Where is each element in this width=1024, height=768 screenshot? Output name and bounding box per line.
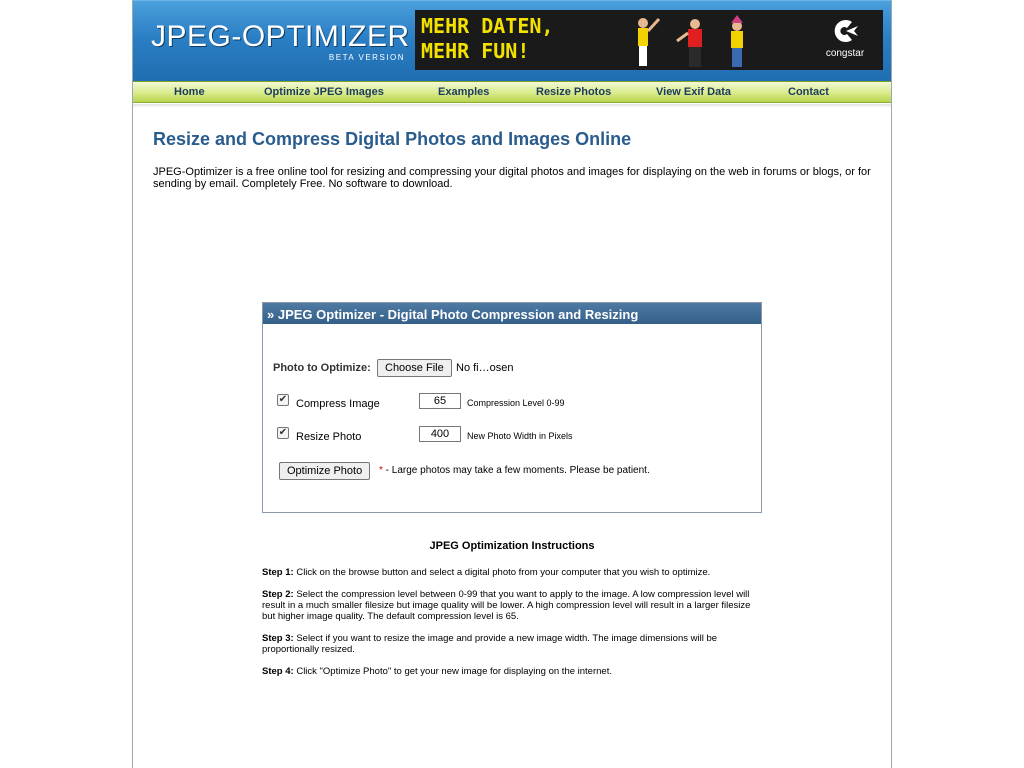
intro-text: JPEG-Optimizer is a free online tool for resizing and compressing your digital photos and images for displaying on the web in forums or blogs, or for sending by email. Completely Free. No software to download. <box>153 166 871 190</box>
nav-optimize-jpeg[interactable]: Optimize JPEG Images <box>264 86 384 98</box>
step-label: Step 3: <box>262 633 294 644</box>
ad-headline <box>421 14 553 64</box>
patience-note-text: - Large photos may take a few moments. Please be patient. <box>382 465 650 476</box>
width-hint: New Photo Width in Pixels <box>467 431 573 441</box>
ad-people-illustration <box>623 13 763 69</box>
instruction-step <box>262 666 762 677</box>
patience-note <box>379 465 650 476</box>
nav-contact[interactable]: Contact <box>788 86 829 98</box>
compression-hint: Compression Level 0-99 <box>467 398 565 408</box>
nav-view-exif[interactable]: View Exif Data <box>656 86 731 98</box>
nav-divider <box>133 104 891 108</box>
instruction-step <box>262 589 762 622</box>
step-text: Select the compression level between 0-99 that you want to apply to the image. A low compression level will result in a much smaller filesize but image quality will be lower. A high compression level will result in a larger filesize but higher image quality. The default compression level is 65. <box>262 589 751 622</box>
photo-label: Photo to Optimize: <box>273 362 371 374</box>
form-header <box>263 303 761 324</box>
optimize-photo-button[interactable]: Optimize Photo <box>279 462 370 480</box>
step-text: Click on the browse button and select a digital photo from your computer that you wish to optimize. <box>293 567 711 578</box>
instruction-step <box>262 567 762 578</box>
form-title: » JPEG Optimizer - Digital Photo Compression and Resizing <box>267 307 639 322</box>
instructions-title: JPEG Optimization Instructions <box>429 540 595 552</box>
optimizer-form <box>262 302 762 513</box>
step-text: Select if you want to resize the image and provide a new image width. The image dimensions will be proportionally resized. <box>262 633 718 655</box>
congstar-logo-icon <box>830 16 860 46</box>
main-nav <box>133 81 891 103</box>
resize-label: Resize Photo <box>296 431 362 443</box>
nav-resize-photos[interactable]: Resize Photos <box>536 86 612 98</box>
site-header <box>133 0 891 81</box>
compression-level-input[interactable] <box>419 393 461 409</box>
step-text: Click "Optimize Photo" to get your new image for displaying on the internet. <box>293 666 612 677</box>
step-label: Step 1: <box>262 567 294 578</box>
photo-width-input[interactable] <box>419 426 461 442</box>
ad-headline-line2: MEHR FUN! <box>421 39 530 63</box>
nav-examples[interactable]: Examples <box>438 86 490 98</box>
step-label: Step 4: <box>262 666 294 677</box>
site-logo[interactable] <box>151 20 410 66</box>
compress-checkbox[interactable]: ✔ <box>278 394 288 405</box>
compress-label: Compress Image <box>296 398 380 410</box>
page-container <box>132 0 892 768</box>
ad-headline-line1: MEHR DATEN, <box>421 14 554 38</box>
ad-brand-logo <box>817 16 873 64</box>
logo-subtitle: BETA VERSION <box>328 53 405 62</box>
ad-brand-name: congstar <box>825 48 865 59</box>
ad-banner[interactable] <box>415 10 883 70</box>
choose-file-button[interactable]: Choose File <box>377 359 452 377</box>
nav-home[interactable]: Home <box>174 86 205 98</box>
instruction-step <box>262 633 762 655</box>
file-status: No fi…osen <box>456 362 514 374</box>
page-title: Resize and Compress Digital Photos and Images Online <box>153 129 632 149</box>
required-asterisk: * <box>379 465 383 476</box>
step-label: Step 2: <box>262 589 294 600</box>
logo-title: JPEG-OPTIMIZER <box>151 20 410 53</box>
resize-checkbox[interactable]: ✔ <box>278 427 288 438</box>
